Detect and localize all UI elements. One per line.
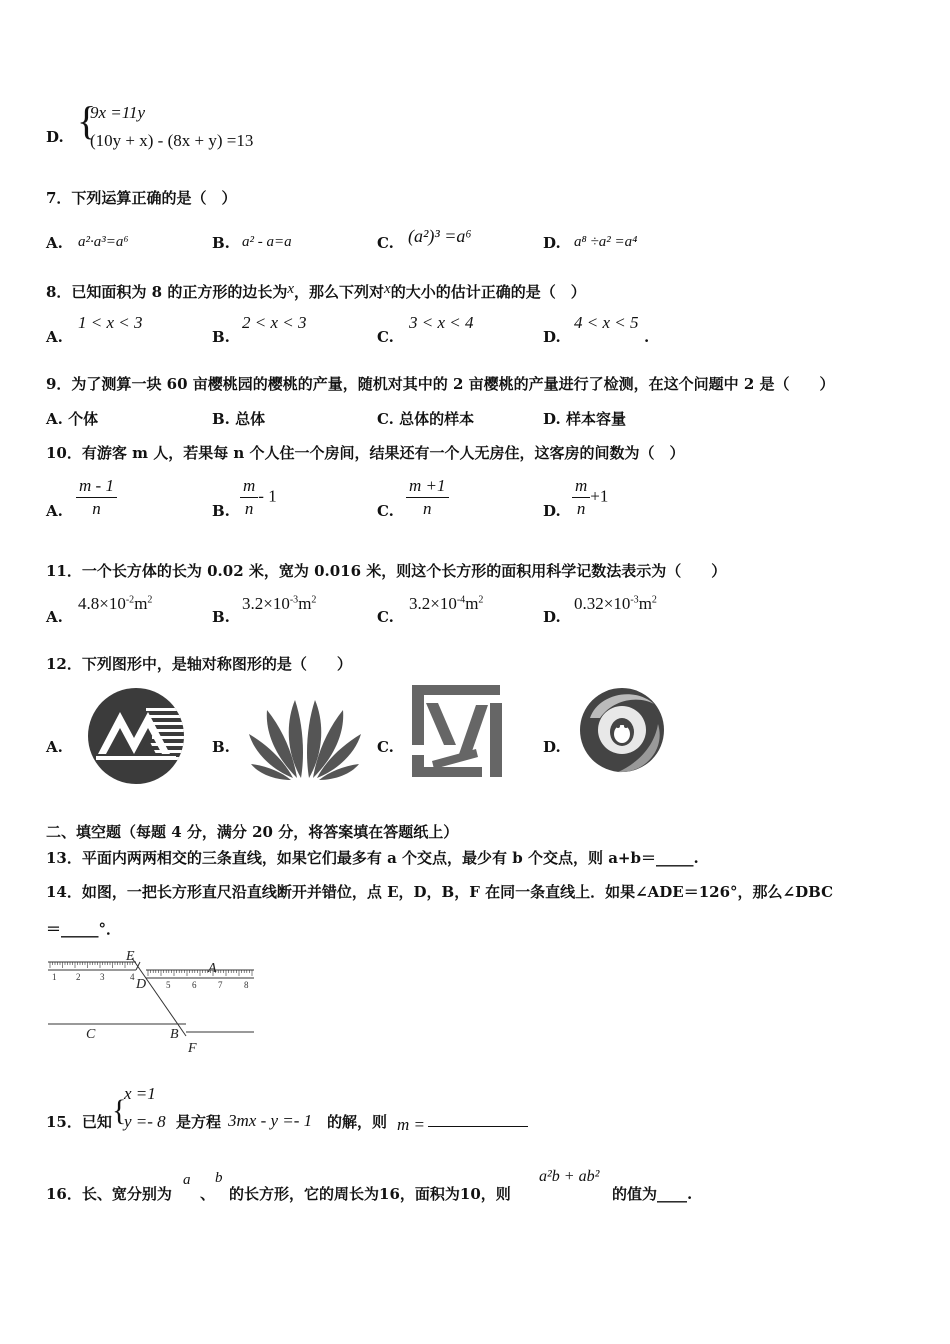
q11-b-unit: m <box>298 594 312 613</box>
ruler-tick-7: 7 <box>218 980 223 990</box>
q11-b-expr <box>242 594 316 614</box>
q8-stem-c: 的大小的估计正确的是（ ） <box>390 283 586 301</box>
q7-stem: 7．下列运算正确的是（ ） <box>46 189 237 207</box>
q16-pre: 16．长、宽分别为 <box>46 1185 172 1203</box>
q12-d-label: D. <box>543 738 561 756</box>
q8-c-expr: 3 < x < 4 <box>409 313 474 332</box>
q15-mid: 是方程 <box>176 1113 222 1131</box>
q12-a-label: A. <box>46 738 63 756</box>
q11-c-label: C. <box>377 608 394 626</box>
q11-d-expr <box>574 594 657 614</box>
q16-var-b: b <box>215 1170 223 1186</box>
q7-d-expr: a⁸ ÷a² =a⁴ <box>574 234 638 250</box>
q6-eq2: (10y + x) - (8x + y) =13 <box>90 131 254 150</box>
q9-b <box>212 408 265 429</box>
q11-b-mant: 3.2×10 <box>242 594 290 613</box>
q11-d-exp: -3 <box>630 594 639 606</box>
q10-a-expr <box>76 475 117 520</box>
q9-stem: 9．为了测算一块 60 亩樱桃园的樱桃的产量，随机对其中的 2 亩樱桃的产量进行了检测，在这个问题中 2 是（ ） <box>46 375 835 393</box>
q16-expr: a²b + ab² <box>539 1168 600 1185</box>
q10-c-label: C. <box>377 502 394 520</box>
q11-a-unit: m <box>134 594 148 613</box>
q10-a-label: A. <box>46 502 63 520</box>
q7-b-label: B. <box>212 234 230 252</box>
q16-post: 的值为____. <box>612 1185 693 1203</box>
q15-post: 的解，则 <box>327 1113 388 1131</box>
q9-b-label: B. <box>212 410 230 428</box>
q9-a-label: A. <box>46 410 63 428</box>
q11-d-mant: 0.32×10 <box>574 594 631 613</box>
q8-stem-a: 8．已知面积为 8 的正方形的边长为 <box>46 283 288 301</box>
q16-mid: 的长方形，它的周长为16，面积为10，则 <box>229 1185 511 1203</box>
q15-answer-blank[interactable] <box>428 1112 528 1127</box>
q8-end: . <box>644 328 650 346</box>
q9-d <box>543 408 626 429</box>
point-b-label: B <box>170 1027 179 1042</box>
q10-b-tail: - 1 <box>258 486 277 506</box>
q9-d-text: 样本容量 <box>565 410 626 428</box>
q16-sep: 、 <box>200 1185 216 1203</box>
q8-b-expr: 2 < x < 3 <box>242 313 307 332</box>
ruler-tick-5: 5 <box>166 980 171 990</box>
q11-a-exp: -2 <box>125 594 135 606</box>
q8-stem <box>46 281 586 302</box>
q10-a-fraction <box>76 475 117 520</box>
q7-d-label: D. <box>543 234 561 252</box>
point-a-label: A <box>208 961 217 976</box>
q10-d-den: n <box>576 499 586 518</box>
ruler-tick-6: 6 <box>192 980 197 990</box>
q9-a-text: 个体 <box>68 410 99 428</box>
q12-stem: 12．下列图形中，是轴对称图形的是（ ） <box>46 655 352 673</box>
ruler-tick-8: 8 <box>244 980 249 990</box>
q8-d-label: D. <box>543 328 561 346</box>
brace-icon: { <box>77 98 97 143</box>
q10-d-tail: +1 <box>590 486 609 506</box>
q15-sys2: y =- 8 <box>124 1112 166 1131</box>
q11-a-mant: 4.8×10 <box>78 594 126 613</box>
q10-d-label: D. <box>543 502 561 520</box>
q12-b-label: B. <box>212 738 230 756</box>
q10-stem: 10．有游客 m 人，若果每 n 个人住一个房间，结果还有一个人无房住，这客房的间数为（ ） <box>46 444 685 462</box>
q6-option-d-label: D. <box>46 128 64 146</box>
q7-b-expr: a² - a=a <box>242 234 292 250</box>
q11-a-uexp: 2 <box>147 594 153 606</box>
q10-a-den: n <box>92 499 101 518</box>
q7-a-expr: a²·a³=a⁶ <box>78 234 129 250</box>
q15-ans: m = <box>397 1115 425 1134</box>
q10-d-fraction <box>572 475 590 520</box>
q11-a-label: A. <box>46 608 63 626</box>
q10-b-label: B. <box>212 502 230 520</box>
q10-b-num: m <box>240 475 258 498</box>
q11-b-exp: -3 <box>289 594 299 606</box>
q9-c-label: C. <box>377 410 394 428</box>
q8-d-expr: 4 < x < 5 <box>574 313 639 332</box>
q10-c-den: n <box>423 499 432 518</box>
point-f-label: F <box>188 1041 197 1056</box>
q10-d-expr <box>572 475 608 520</box>
q9-c <box>377 408 474 429</box>
ruler-figure <box>46 948 258 1058</box>
q11-b-label: B. <box>212 608 230 626</box>
q8-b-label: B. <box>212 328 230 346</box>
ruler-tick-4: 4 <box>130 972 135 982</box>
q11-c-mant: 3.2×10 <box>409 594 457 613</box>
q10-d-num: m <box>572 475 590 498</box>
section2-heading: 二、填空题（每题 4 分，满分 20 分，将答案填在答题纸上） <box>46 823 459 841</box>
q15-eq: 3mx - y =- 1 <box>228 1111 313 1130</box>
q11-c-uexp: 2 <box>478 594 484 606</box>
q14-line2: ＝_____°． <box>46 920 122 938</box>
q8-var-x-2: x <box>384 281 391 297</box>
q11-a-expr <box>78 594 152 614</box>
q9-b-text: 总体 <box>235 410 266 428</box>
q10-c-num: m +1 <box>406 475 449 498</box>
q11-d-label: D. <box>543 608 561 626</box>
q11-b-uexp: 2 <box>311 594 317 606</box>
q14-line1: 14．如图，一把长方形直尺沿直线断开并错位，点 E，D，B，F 在同一条直线上．如果∠ADE＝126°，那么∠DBC <box>46 883 834 901</box>
point-e-label: E <box>126 949 135 964</box>
q12-c-label: C. <box>377 738 394 756</box>
q8-c-label: C. <box>377 328 394 346</box>
q11-c-exp: -4 <box>456 594 466 606</box>
q7-c-label: C. <box>377 234 394 252</box>
q11-d-unit: m <box>638 594 652 613</box>
point-c-label: C <box>86 1027 96 1042</box>
q10-b-fraction <box>240 475 258 520</box>
q8-stem-b: ，那么下列对 <box>294 283 385 301</box>
ruler-tick-1: 1 <box>52 972 57 982</box>
q16-var-a: a <box>183 1172 191 1188</box>
ruler-tick-2: 2 <box>76 972 81 982</box>
brace-icon: { <box>112 1094 127 1127</box>
q10-b-den: n <box>244 499 254 518</box>
bank-logo-figure <box>86 686 186 786</box>
q10-c-fraction <box>406 475 449 520</box>
q11-c-unit: m <box>465 594 479 613</box>
ruler-tick-3: 3 <box>100 972 105 982</box>
petal-logo-figure <box>247 694 363 780</box>
swirl-logo-figure <box>578 684 666 776</box>
q10-a-num: m - 1 <box>76 475 117 498</box>
q13-text: 13．平面内两两相交的三条直线，如果它们最多有 a 个交点，最少有 b 个交点，则 a+b＝_____. <box>46 849 699 867</box>
q15-pre: 15．已知 <box>46 1113 112 1131</box>
q9-a <box>46 408 98 429</box>
point-d-label: D <box>136 977 147 992</box>
q8-var-x: x <box>287 281 294 297</box>
q7-c-expr: (a²)³ =a⁶ <box>408 226 472 246</box>
q9-c-text: 总体的样本 <box>399 410 475 428</box>
q9-d-label: D. <box>543 410 561 428</box>
q10-c-expr <box>406 475 449 520</box>
q8-a-expr: 1 < x < 3 <box>78 313 143 332</box>
square-pattern-figure <box>412 685 502 777</box>
q11-d-uexp: 2 <box>651 594 657 606</box>
q10-b-expr <box>240 475 277 520</box>
q11-c-expr <box>409 594 483 614</box>
q7-a-label: A. <box>46 234 63 252</box>
q8-a-label: A. <box>46 328 63 346</box>
q6-eq1: 9x =11y <box>90 103 146 122</box>
q11-stem: 11．一个长方体的长为 0.02 米，宽为 0.016 米，则这个长方形的面积用科学记数法表示为（ ） <box>46 562 727 580</box>
q15-sys1: x =1 <box>124 1084 156 1103</box>
